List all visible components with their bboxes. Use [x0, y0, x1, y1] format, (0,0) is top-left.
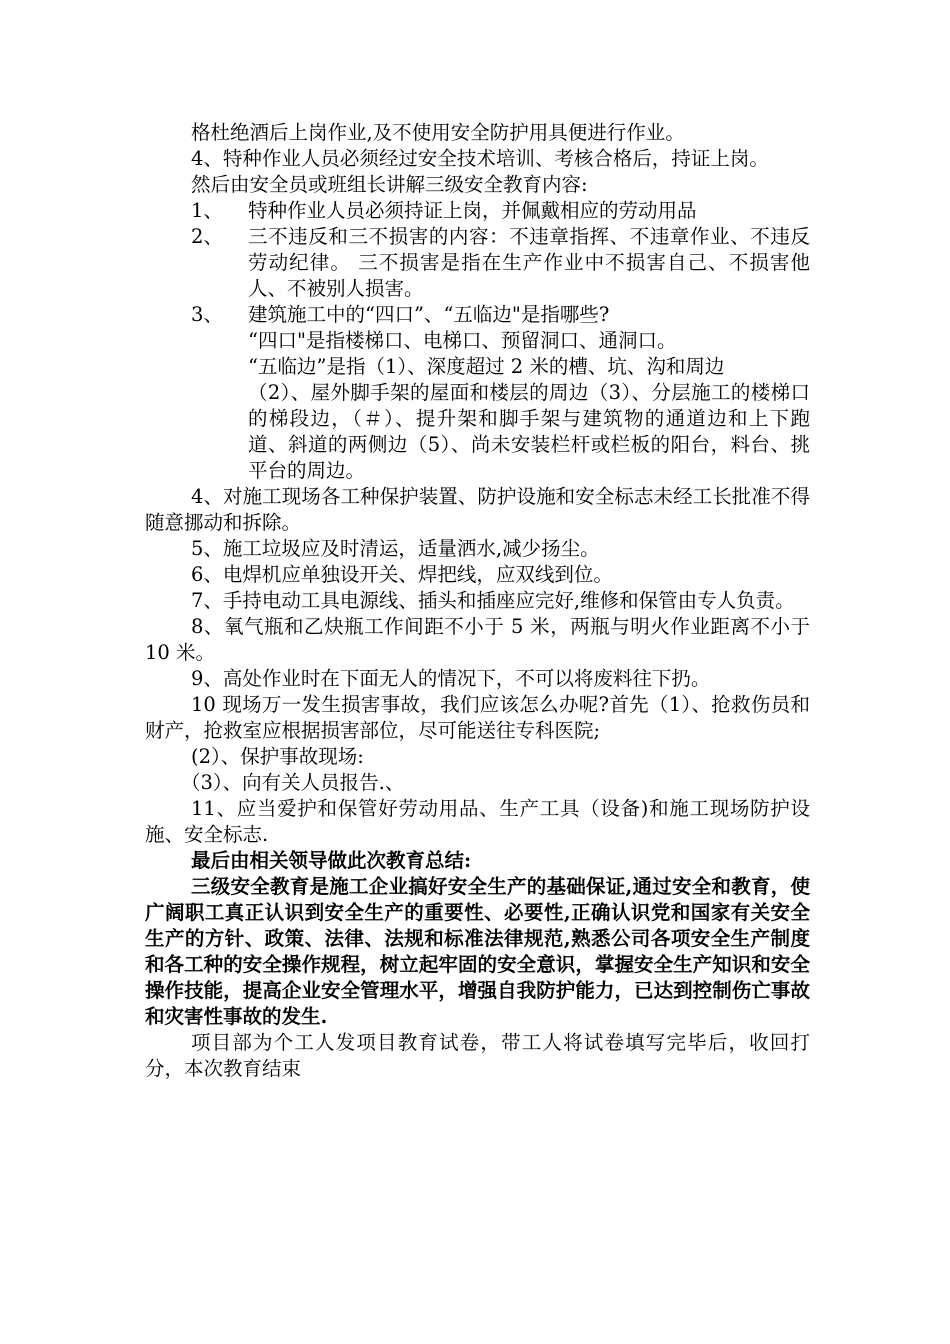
- list-item-1: [145, 198, 810, 224]
- paragraph-10: 10 现场万一发生损害事故，我们应该怎么办呢?首先（1）、抢救伤员和财产，抢救室应根据损害部位，尽可能送往专科医院;: [145, 693, 810, 742]
- sub-paragraph-five-edges: “五临边”是指（1）、深度超过 2 米的槽、坑、沟和周边: [248, 355, 725, 378]
- list-text: 建筑施工中的“四口”、“五临边"是指哪些?: [248, 303, 610, 326]
- paragraph-10-step-3: （3）、向有关人员报告.、: [181, 771, 405, 794]
- list-number: 3、: [191, 303, 223, 326]
- list-number: 2、: [191, 225, 223, 248]
- list-number: 1、: [191, 199, 223, 222]
- list-item-2: [145, 224, 810, 302]
- paragraph-5: 5、施工垃圾应及时清运，适量洒水,减少扬尘。: [191, 537, 600, 560]
- closing-paragraph: 项目部为个工人发项目教育试卷，带工人将试卷填写完毕后，收回打分，本次教育结束: [145, 1031, 810, 1080]
- paragraph-three-level-intro: 然后由安全员或班组长讲解三级安全教育内容:: [191, 173, 588, 196]
- list-text: 特种作业人员必须持证上岗，并佩戴相应的劳动用品: [248, 199, 697, 222]
- list-text: 三不违反和三不损害的内容：不违章指挥、不违章作业、不违反劳动纪律。 三不损害是指在生产作业中不损害自己、不损害他人、不被别人损害。: [248, 225, 810, 300]
- summary-body: 三级安全教育是施工企业搞好安全生产的基础保证,通过安全和教育，使广阔职工真正认识到安全生产的重要性、必要性,正确认识党和国家有关安全生产的方针、政策、法律、法规和标准法律规范,熟悉公司各项安全生产制度和各工种的安全操作规程，树立起牢固的安全意识，掌握安全生产知识和安全操作技能，提高企业安全管理水平，增强自我防护能力，已达到控制伤亡事故和灾害性事故的发生.: [145, 875, 810, 1028]
- paragraph-special-workers: 4、特种作业人员必须经过安全技术培训、考核合格后，持证上岗。: [191, 147, 769, 170]
- paragraph-8: 8、氧气瓶和乙炔瓶工作间距不小于 5 米，两瓶与明火作业距离不小于 10 米。: [145, 615, 810, 664]
- sub-paragraph-edges-detail: （2）、屋外脚手架的屋面和楼层的周边（3）、分层施工的楼梯口的梯段边，（＃）、提升架和脚手架与建筑物的通道边和上下跑道、斜道的两侧边（5）、尚未安装栏杆或栏板的阳台，料台、挑平台的周边。: [248, 381, 810, 482]
- paragraph-10-step-2: (2）、保护事故现场:: [191, 745, 364, 768]
- paragraph-4: 4、对施工现场各工种保护装置、防护设施和安全标志未经工长批准不得随意挪动和拆除。: [145, 485, 810, 534]
- summary-title: 最后由相关领导做此次教育总结:: [191, 849, 472, 872]
- paragraph-11: 11、应当爱护和保管好劳动用品、生产工具（设备)和施工现场防护设施、安全标志.: [145, 797, 810, 846]
- sub-paragraph-four-openings: “四口"是指楼梯口、电梯口、预留洞口、通洞口。: [248, 329, 677, 352]
- paragraph-no-alcohol: 格杜绝酒后上岗作业,及不使用安全防护用具便进行作业。: [191, 121, 685, 144]
- document-page: [145, 120, 810, 1082]
- paragraph-6: 6、电焊机应单独设开关、焊把线，应双线到位。: [191, 563, 613, 586]
- paragraph-9: 9、高处作业时在下面无人的情况下，不可以将废料往下扔。: [191, 667, 711, 690]
- list-item-3: [145, 302, 810, 328]
- paragraph-7: 7、手持电动工具电源线、插头和插座应完好,维修和保管由专人负责。: [191, 589, 795, 612]
